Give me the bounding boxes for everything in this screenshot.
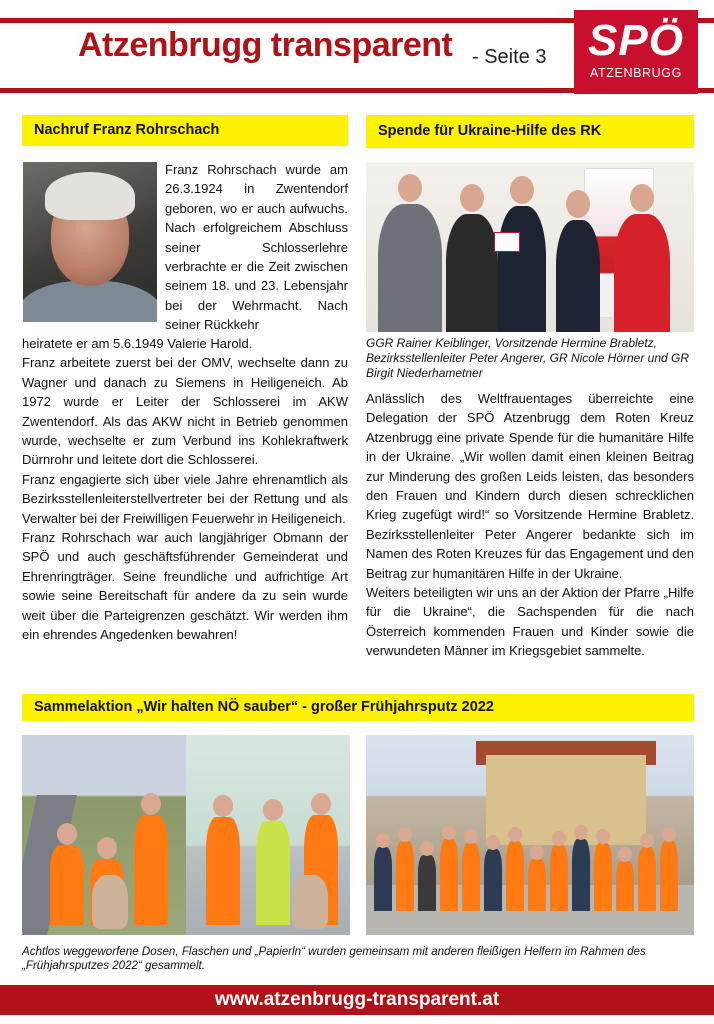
portrait-hair xyxy=(45,172,135,220)
person-head xyxy=(508,827,522,842)
nachruf-paragraph: Franz arbeitete zuerst bei der OMV, wechselte dann zu Wagner und danach zu Siemens in Heiligeneich. Ab 1972 wurde er Leiter der Schlosserei im AKW Zwentendorf. Als das AKW nicht in Betrieb genommen wurde, wechselte er zum Verbund ins Kohlekraftwerk Dürnrohr und leitete dort die Schlosserei. xyxy=(22,355,348,468)
volunteer-figure xyxy=(418,855,436,911)
person-head xyxy=(311,793,331,815)
nachruf-intro-text: Franz Rohrschach wurde am 26.3.1924 in Zwentendorf geboren, wo er auch aufwuchs. Nach erfolgreichem Abschluss seiner Schlosserlehre verbrachte er die Zeit zwischen seinem 18. und 23. Lebensjahr bei der Wehrmacht. Nach seiner Rückkehr xyxy=(165,162,348,333)
person-figure xyxy=(556,220,600,332)
person-head xyxy=(398,174,422,202)
cleanup-photo-left xyxy=(22,735,350,935)
nachruf-paragraph: Franz engagierte sich über viele Jahre ehrenamtlich als Bezirksstellenleiterstellvertreter bei der Rettung und als Verwalter bei der Freiwilligen Feuerwehr in Heiligeneich. xyxy=(22,471,348,526)
person-head xyxy=(530,845,544,860)
page-number: - Seite 3 xyxy=(472,46,547,68)
logo-subtitle: ATZENBRUGG xyxy=(590,66,682,80)
person-head xyxy=(460,184,484,212)
person-head xyxy=(263,799,283,821)
volunteer-figure xyxy=(440,839,458,911)
volunteer-figure xyxy=(506,841,524,911)
person-head xyxy=(464,829,478,844)
section-heading-sammelaktion: Sammelaktion „Wir halten NÖ sauber“ - großer Frühjahrsputz 2022 xyxy=(22,694,694,721)
spende-paragraph: Weiters beteiligten wir uns an der Aktion der Pfarre „Hilfe für die Ukraine“, die Sachspenden für die nach Österreich kommenden Frauen und Kinder sowie die verwundeten Männer im Kriegsgebiet sammelte. xyxy=(366,585,694,659)
person-head xyxy=(566,190,590,218)
person-head xyxy=(486,835,500,850)
trash-bag xyxy=(92,875,128,929)
volunteer-figure xyxy=(484,849,502,911)
volunteer-figure xyxy=(594,843,612,911)
spoe-logo xyxy=(574,10,698,94)
nachruf-body xyxy=(22,334,348,645)
volunteer-figure xyxy=(616,861,634,911)
person-head xyxy=(552,831,566,846)
cleanup-photo-right xyxy=(366,735,694,935)
volunteer-figure xyxy=(134,815,168,925)
volunteer-figure xyxy=(528,859,546,911)
volunteer-figure xyxy=(572,839,590,911)
person-head xyxy=(510,176,534,204)
donation-photo-caption: GGR Rainer Keiblinger, Vorsitzende Hermine Brabletz, Bezirksstellenleiter Peter Angerer, GR Nicole Hörner und GR Birgit Niederhametner xyxy=(366,336,690,380)
volunteer-figure xyxy=(50,845,84,925)
portrait-photo xyxy=(23,162,157,322)
volunteer-figure xyxy=(660,841,678,911)
person-head xyxy=(97,837,117,859)
footer-url-link[interactable]: www.atzenbrugg-transparent.at xyxy=(0,985,714,1015)
person-head xyxy=(398,827,412,842)
volunteer-figure xyxy=(462,843,480,911)
person-head xyxy=(213,795,233,817)
nachruf-paragraph: heiratete er am 5.6.1949 Valerie Harold. xyxy=(22,336,253,351)
person-head xyxy=(640,833,654,848)
cleanup-caption: Achtlos weggeworfene Dosen, Flaschen und „Papierln“ wurden gemeinsam mit anderen fleißigen Helfern im Rahmen des „Frühjahrsputzes 2022“ gesammelt. xyxy=(22,945,646,973)
person-head xyxy=(57,823,77,845)
page-title: Atzenbrugg transparent xyxy=(78,26,453,64)
portrait-shoulders xyxy=(23,280,157,322)
person-figure xyxy=(446,214,498,332)
person-figure xyxy=(498,206,546,332)
section-heading-nachruf: Nachruf Franz Rohrschach xyxy=(22,115,348,146)
volunteer-figure xyxy=(374,847,392,911)
person-head xyxy=(420,841,434,856)
person-head xyxy=(442,825,456,840)
person-head xyxy=(376,833,390,848)
trash-bag xyxy=(292,875,328,929)
donation-group-photo xyxy=(366,162,694,332)
spende-paragraph: Anlässlich des Weltfrauentages überreichte eine Delegation der SPÖ Atzenbrugg dem Roten Kreuz Atzenbrugg eine private Spende für die humanitäre Hilfe in der Ukraine. „Wir wollen damit einen kleinen Beitrag zur Minderung des großen Leids leisten, das besonders den Frauen und Kindern durch diesen schrecklichen Krieg zugefügt wird!“ so Vorsitzende Hermine Brabletz. Bezirksstellenleiter Peter Angerer bedankte sich im Namen des Roten Kreuzes für das Engagement und den Beitrag zur humanitären Hilfe in der Ukraine. xyxy=(366,391,694,581)
person-head xyxy=(618,847,632,862)
person-head xyxy=(662,827,676,842)
volunteer-figure xyxy=(256,821,290,925)
spende-body xyxy=(366,389,694,661)
volunteer-figure xyxy=(638,847,656,911)
person-head xyxy=(630,184,654,212)
section-heading-spende: Spende für Ukraine-Hilfe des RK xyxy=(366,115,694,148)
volunteer-figure xyxy=(206,817,240,925)
person-head xyxy=(141,793,161,815)
person-figure xyxy=(378,204,442,332)
person-head xyxy=(574,825,588,840)
donation-envelope xyxy=(494,232,520,252)
person-head xyxy=(596,829,610,844)
volunteer-figure xyxy=(550,845,568,911)
nachruf-paragraph: Franz Rohrschach war auch langjähriger Obmann der SPÖ und auch geschäftsführender Gemeinderat und Ehrenringträger. Seine freundliche und aufrichtige Art sowie seine Bereitschaft für andere da zu sein wurde weit über die Parteigrenzen geschätzt. Wir werden ihm ein ehrendes Angedenken bewahren! xyxy=(22,530,348,643)
volunteer-figure xyxy=(396,841,414,911)
person-figure xyxy=(614,214,670,332)
logo-wordmark: SPÖ xyxy=(588,16,684,65)
